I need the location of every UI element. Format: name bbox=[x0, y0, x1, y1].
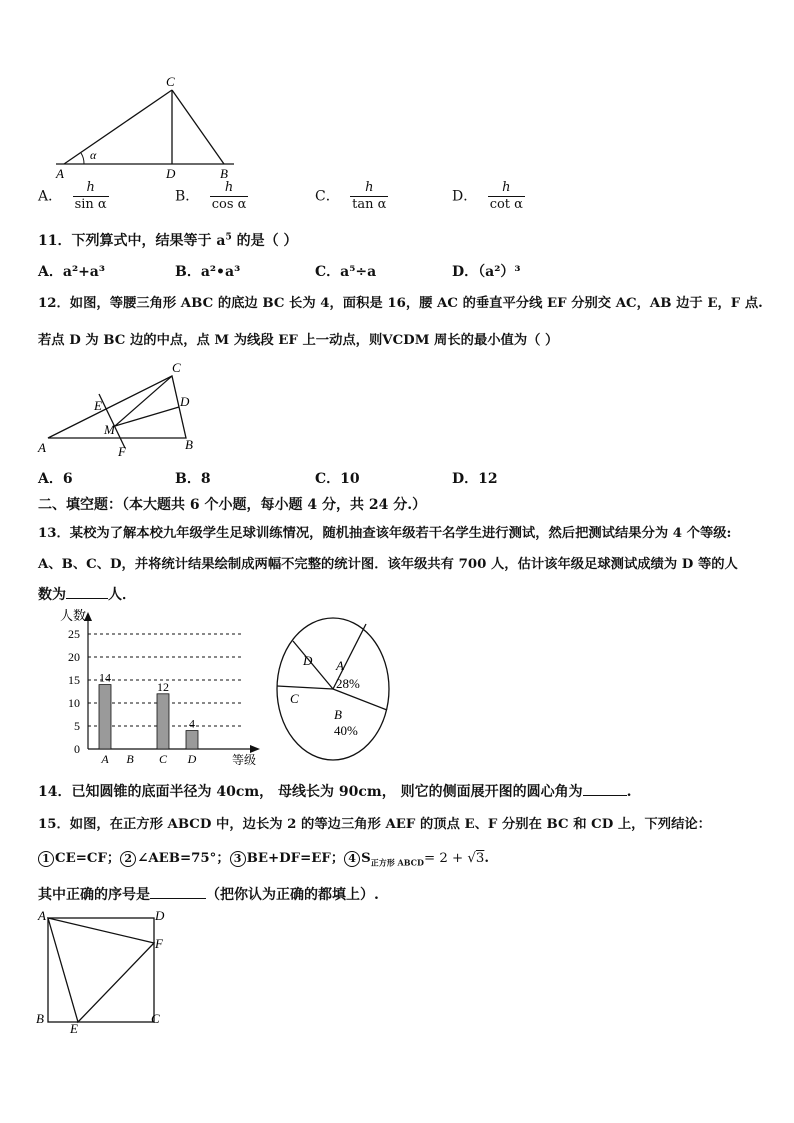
q12-option-a[interactable]: A．6 bbox=[38, 471, 73, 487]
conclusion-2-marker: 2 bbox=[120, 851, 136, 867]
bar-chart-data-label: 14 bbox=[99, 670, 111, 685]
pie-label-b: B bbox=[334, 707, 342, 722]
q13-pie-chart bbox=[272, 612, 397, 767]
q13-answer-blank[interactable] bbox=[66, 584, 108, 599]
q10-option-c[interactable]: C． $\frac{h}{\text{tan α}}$ bbox=[315, 180, 387, 212]
bar-chart-bar-d bbox=[186, 731, 198, 749]
bar-chart-ytick-label: 0 bbox=[74, 742, 80, 756]
bar-chart-ytick-label: 10 bbox=[68, 696, 80, 710]
fig12-label-a: A bbox=[38, 440, 46, 455]
bar-chart-ytick-label: 15 bbox=[68, 673, 80, 687]
q10-option-b[interactable]: B． $\frac{h}{\text{cos α}}$ bbox=[175, 180, 247, 212]
fig10-label-b: B bbox=[220, 166, 228, 181]
fig15-label-e: E bbox=[70, 1021, 78, 1034]
q12-option-d[interactable]: D．12 bbox=[452, 471, 498, 487]
q15-stem-line1: 15．如图，在正方形 ABCD 中，边长为 2 的等边三角形 AEF 的顶点 E、F 分别在 BC 和 CD 上，下列结论： bbox=[38, 817, 711, 832]
q12-option-c[interactable]: C．10 bbox=[315, 471, 360, 487]
bar-chart-xlabel: 等级 bbox=[232, 753, 257, 767]
fig12-label-b: B bbox=[185, 437, 193, 452]
q12-stem-line1: 12．如图，等腰三角形 ABC 的底边 BC 长为 4，面积是 16，腰 AC 的垂直平分线 EF 分别交 AC，AB 边于 E，F 点. bbox=[38, 296, 763, 311]
bar-chart-bar-c bbox=[157, 694, 169, 749]
bar-chart-data-label: 4 bbox=[189, 716, 195, 731]
bar-chart-category-label: B bbox=[126, 752, 134, 766]
q11-stem: 11．下列算式中，结果等于 $a^5$ 的是（ ） bbox=[38, 232, 298, 249]
bar-chart-ylabel: 人数 bbox=[60, 608, 87, 623]
bar-chart-category-label: D bbox=[187, 752, 197, 766]
bar-chart-ytick-label: 25 bbox=[68, 627, 80, 641]
bar-chart-ytick-label: 5 bbox=[74, 719, 80, 733]
pie-value-a: 28% bbox=[336, 676, 360, 691]
q13-bar-chart bbox=[54, 604, 268, 772]
q15-conclusions: 1 CE=CF； 2 ∠AEB=75°； 3 BE+DF=EF； 4 $S_{正方形 ABCD}= 2 + √3$. bbox=[38, 847, 489, 869]
fig15-label-f: F bbox=[155, 936, 163, 951]
fig15-label-a: A bbox=[38, 908, 46, 923]
q14-answer-blank[interactable] bbox=[583, 781, 627, 796]
fig15-label-b: B bbox=[36, 1011, 44, 1026]
fig15-label-d: D bbox=[155, 908, 165, 923]
q13-stem-line2: A、B、C、D，并将统计结果绘制成两幅不完整的统计图．该年级共有 700 人，估计该年级足球测试成绩为 D 等的人 bbox=[38, 557, 738, 572]
fig12-label-e: E bbox=[94, 398, 102, 413]
q14-stem: 14．已知圆锥的底面半径为 40cm， 母线长为 90cm， 则它的侧面展开图的圆心角为 . bbox=[38, 781, 632, 801]
pie-value-b: 40% bbox=[334, 723, 358, 738]
fig10-label-c: C bbox=[166, 74, 175, 89]
pie-label-c: C bbox=[290, 691, 299, 706]
q12-stem-line2: 若点 D 为 BC 边的中点，点 M 为线段 EF 上一动点，则VCDM 周长的最小值为（ ） bbox=[38, 333, 559, 348]
fig12-label-m: M bbox=[104, 422, 115, 437]
fig12-label-c: C bbox=[172, 360, 181, 375]
fig15-label-c: C bbox=[151, 1011, 160, 1026]
q10-option-d[interactable]: D． $\frac{h}{\text{cot α}}$ bbox=[452, 180, 523, 212]
q13-stem-line1: 13．某校为了解本校九年级学生足球训练情况，随机抽查该年级若干名学生进行测试，然后把测试结果分为 4 个等级: bbox=[38, 526, 732, 541]
fig10-label-alpha: α bbox=[90, 148, 97, 162]
bar-chart-category-label: A bbox=[101, 752, 109, 766]
pie-label-d: D bbox=[303, 653, 313, 668]
conclusion-4-marker: 4 bbox=[344, 851, 360, 867]
bar-chart-data-label: 12 bbox=[157, 679, 169, 694]
q11-option-b[interactable]: B．a²•a³ bbox=[175, 264, 241, 280]
q15-answer-blank[interactable] bbox=[150, 884, 206, 899]
q15-figure bbox=[34, 906, 174, 1034]
fig12-label-d: D bbox=[180, 394, 190, 409]
fig10-label-a: A bbox=[56, 166, 64, 181]
bar-chart-bar-a bbox=[99, 685, 111, 749]
q10-figure bbox=[50, 72, 250, 182]
q10-option-a[interactable]: A． $\frac{h}{\text{sin α}}$ bbox=[38, 180, 107, 212]
q12-option-b[interactable]: B．8 bbox=[175, 471, 211, 487]
section-2-title: 二、填空题：（本大题共 6 个小题，每小题 4 分，共 24 分.） bbox=[38, 497, 427, 513]
q13-stem-line3: 数为 人． bbox=[38, 584, 136, 604]
conclusion-3-marker: 3 bbox=[230, 851, 246, 867]
bar-chart-category-label: C bbox=[158, 752, 168, 766]
pie-label-a: A bbox=[336, 658, 344, 673]
q12-figure bbox=[36, 358, 201, 458]
q11-option-a[interactable]: A．a²+a³ bbox=[38, 264, 106, 280]
fig12-label-f: F bbox=[118, 444, 126, 458]
q15-stem-line3: 其中正确的序号是 （把你认为正确的都填上）. bbox=[38, 884, 379, 904]
bar-chart-ytick-label: 20 bbox=[68, 650, 80, 664]
q11-option-d[interactable]: D．（a²）³ bbox=[452, 264, 521, 280]
q11-option-c[interactable]: C．a⁵÷a bbox=[315, 264, 377, 280]
conclusion-1-marker: 1 bbox=[38, 851, 54, 867]
fig10-label-d: D bbox=[166, 166, 176, 181]
